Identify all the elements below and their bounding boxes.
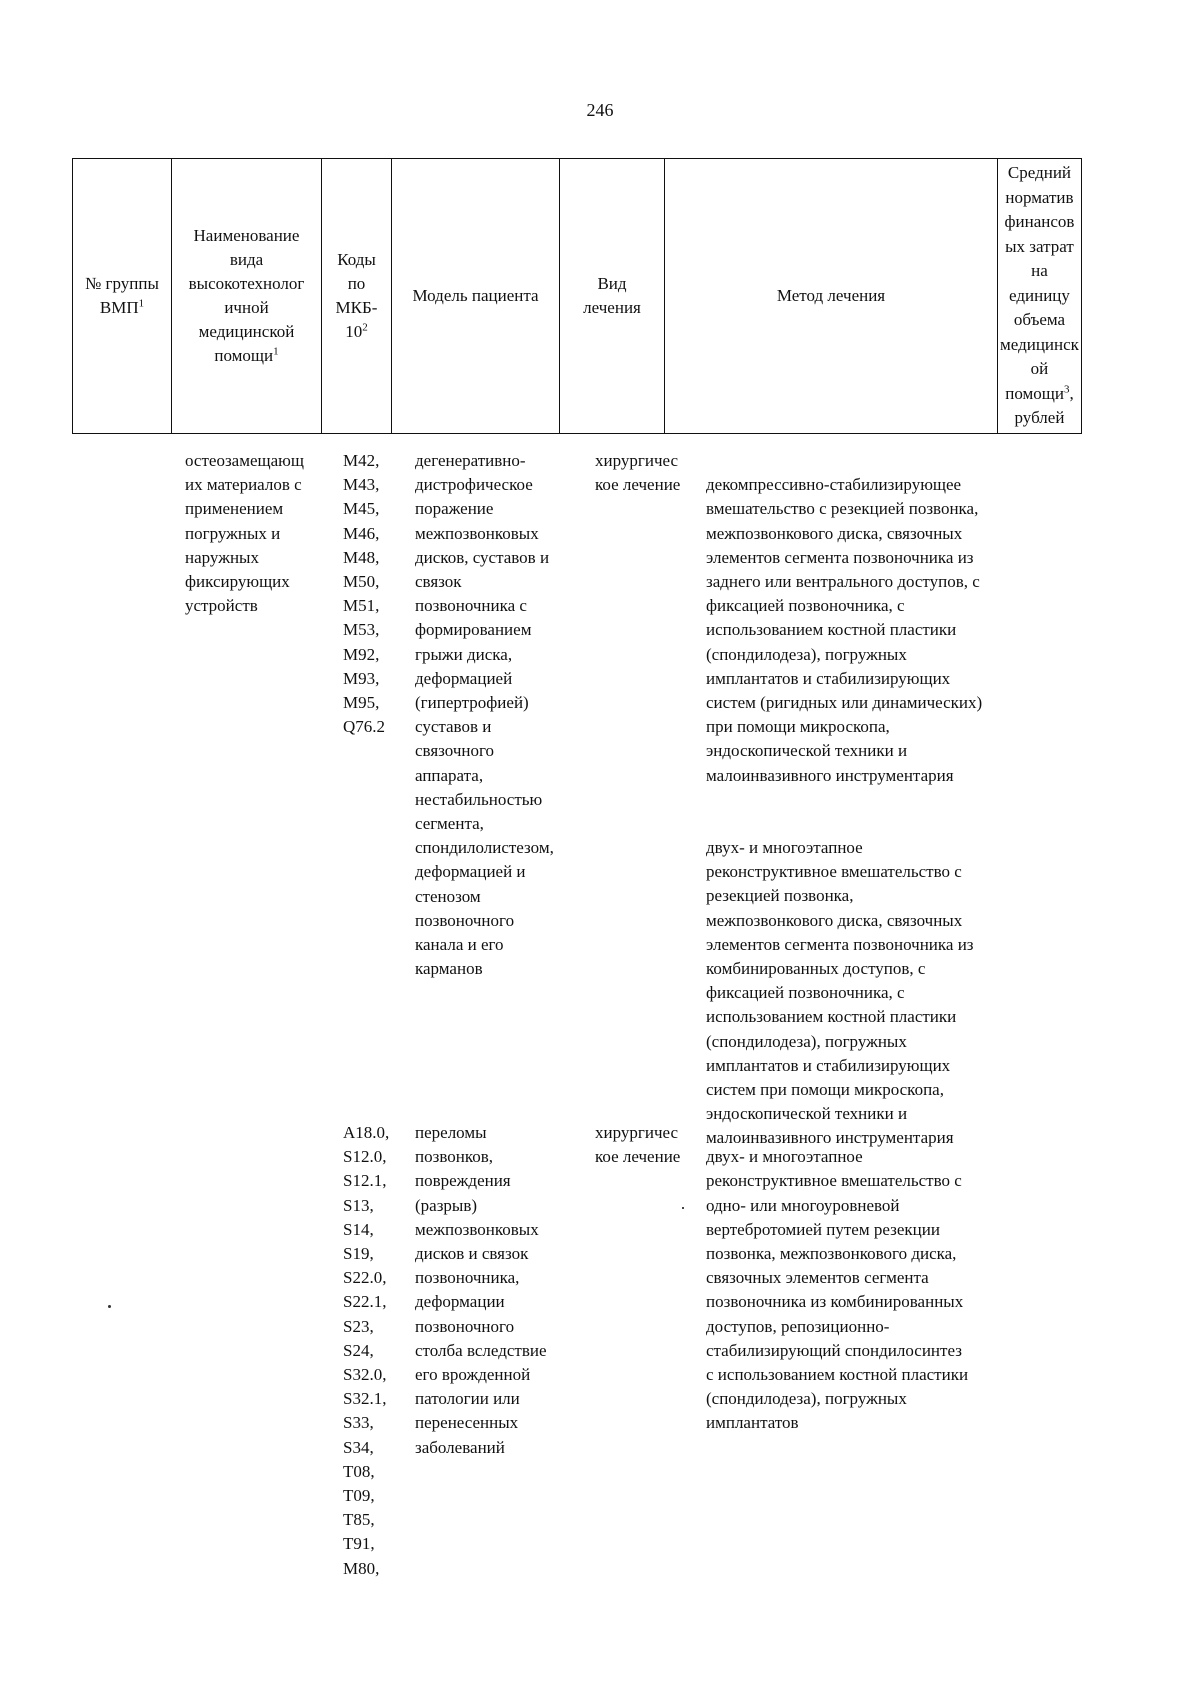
patient-model: переломы позвонков, повреждения (разрыв) межпозвонковых дисков и связок позвоночника, деформации позвоночного столба вследствие его врожденной патологии или перенесенных заболеваний bbox=[415, 1123, 547, 1457]
header-treatment-type: Вид лечения bbox=[560, 159, 665, 434]
care-type-name: остеозамещающ их материалов с применением погружных и наружных фиксирующих устройств bbox=[185, 451, 304, 616]
header-icd-codes: Коды по МКБ- $10^2$ bbox=[322, 159, 392, 434]
treatment-methods bbox=[706, 449, 1046, 1199]
header-care-type-name: Наименование вида высокотехнолог ичной медицинской помощи$^1$ bbox=[172, 159, 322, 434]
treatment-methods bbox=[706, 1121, 1046, 1484]
treatment-method: двух- и многоэтапное реконструктивное вмешательство с одно- или многоуровневой вертебротомией путем резекции позвонка, межпозвонкового диска, связочных элементов сегмента позвоночника из комбинированных доступов, репозиционно- стабилизирующий спондилосинтез с использованием костной пластики (спондилодеза), погружных имплантатов bbox=[706, 1147, 969, 1433]
scan-speck bbox=[682, 1207, 684, 1209]
icd-codes: M42, M43, M45, M46, M48, M50, M51, M53, M92, M93, M95, Q76.2 bbox=[343, 451, 386, 737]
patient-model: дегенеративно- дистрофическое поражение межпозвонковых дисков, суставов и связок позвоночника с формированием грыжи диска, деформацией (гипертрофией) суставов и связочного аппарата, нестабильностью сегмента, спондилолистезом, деформацией и стенозом позвоночного канала и его карманов bbox=[415, 451, 554, 979]
icd-codes: A18.0, S12.0, S12.1, S13, S14, S19, S22.0, S22.1, S23, S24, S32.0, S32.1, S33, S34, T08, T09, T85, T91, M80, bbox=[343, 1123, 390, 1578]
table-header bbox=[72, 158, 1082, 434]
treatment-method: декомпрессивно-стабилизирующее вмешательство с резекцией позвонка, межпозвонкового диска, связочных элементов сегмента позвоночника из заднего или вентрального доступов, с фиксацией позвоночника, с использованием костной пластики (спондилодеза), погружных имплантатов и стабилизирующих систем (ригидных или динамических) при помощи микроскопа, эндоскопической техники и малоинвазивного инструментария bbox=[706, 475, 983, 785]
treatment-type: хирургичес кое лечение bbox=[595, 451, 681, 495]
treatment-type: хирургичес кое лечение bbox=[595, 1123, 681, 1167]
treatment-method: двух- и многоэтапное реконструктивное вмешательство с резекцией позвонка, межпозвонкового диска, связочных элементов сегмента позвоночника из комбинированных доступов, с фиксацией позвоночника, с использованием костной пластики (спондилодеза), погружных имплантатов и стабилизирующих систем при помощи микроскопа, эндоскопической техники и малоинвазивного инструментария bbox=[706, 838, 974, 1148]
scan-speck bbox=[108, 1305, 111, 1308]
header-group-number: № группы ВМП$^1$ bbox=[73, 159, 172, 434]
header-treatment-method: Метод лечения bbox=[665, 159, 998, 434]
page-number: 246 bbox=[586, 100, 614, 120]
header-average-cost: Средний норматив финансов ых затрат на единицу объема медицинск ой помощи$^3$, рублей bbox=[998, 159, 1082, 434]
header-patient-model: Модель пациента bbox=[392, 159, 560, 434]
